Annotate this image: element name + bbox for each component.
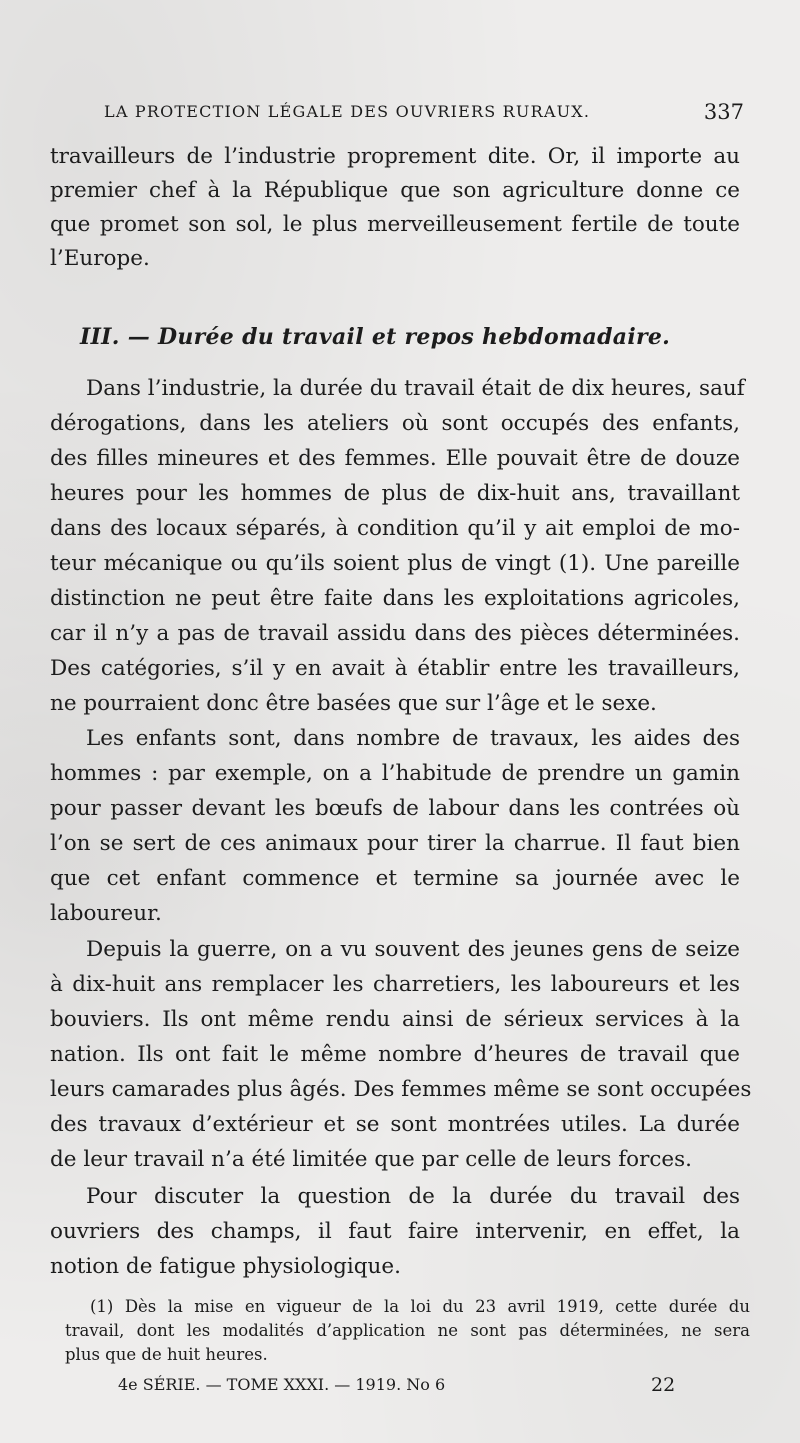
- text-line: ouvriers des champs, il faut faire intervenir, en effet, la: [50, 1219, 740, 1244]
- text-line: bouviers. Ils ont même rendu ainsi de sérieux services à la: [50, 1007, 740, 1032]
- text-line: nation. Ils ont fait le même nombre d’heures de travail que: [50, 1042, 740, 1067]
- text-line: premier chef à la République que son agriculture donne ce: [50, 178, 740, 203]
- text-line: distinction ne peut être faite dans les exploitations agricoles,: [50, 586, 740, 611]
- text-line: Pour discuter la question de la durée du travail des: [86, 1184, 740, 1209]
- page-number: 337: [703, 100, 744, 124]
- text-line: que cet enfant commence et termine sa journée avec le: [50, 866, 740, 891]
- text-line: Les enfants sont, dans nombre de travaux, les aides des: [86, 726, 740, 751]
- text-line: de leur travail n’a été limitée que par celle de leurs forces.: [50, 1147, 693, 1172]
- text-line: laboureur.: [50, 901, 162, 926]
- signature-line: 4e SÉRIE. — TOME XXXI. — 1919. No 6: [118, 1375, 446, 1394]
- footnote-line: (1) Dès la mise en vigueur de la loi du 23 avril 1919, cette durée du: [90, 1297, 750, 1316]
- section-heading: III. — Durée du travail et repos hebdomadaire.: [80, 324, 671, 350]
- text-line: dérogations, dans les ateliers où sont occupés des enfants,: [50, 411, 740, 436]
- footnote-line: plus que de huit heures.: [65, 1345, 268, 1364]
- text-line: travailleurs de l’industrie proprement dite. Or, il importe au: [50, 144, 740, 169]
- text-line: des travaux d’extérieur et se sont montrées utiles. La durée: [50, 1112, 740, 1137]
- text-line: pour passer devant les bœufs de labour dans les contrées où: [50, 796, 740, 821]
- text-line: Depuis la guerre, on a vu souvent des jeunes gens de seize: [86, 937, 740, 962]
- running-head: [104, 100, 744, 124]
- text-line: Des catégories, s’il y en avait à établir entre les travailleurs,: [50, 656, 740, 681]
- text-line: leurs camarades plus âgés. Des femmes même se sont occupées: [50, 1077, 752, 1102]
- text-line: notion de fatigue physiologique.: [50, 1254, 401, 1279]
- text-line: l’Europe.: [50, 246, 150, 271]
- text-line: car il n’y a pas de travail assidu dans des pièces déterminées.: [50, 621, 740, 646]
- text-line: Dans l’industrie, la durée du travail était de dix heures, sauf: [86, 376, 745, 401]
- sheet-number: 22: [651, 1374, 676, 1396]
- text-line: dans des locaux séparés, à condition qu’il y ait emploi de mo-: [50, 516, 740, 541]
- text-line: teur mécanique ou qu’ils soient plus de vingt (1). Une pareille: [50, 551, 740, 576]
- footnote-line: travail, dont les modalités d’application ne sont pas déterminées, ne sera: [65, 1321, 750, 1340]
- running-head-title: LA PROTECTION LÉGALE DES OUVRIERS RURAUX.: [104, 102, 591, 121]
- text-line: ne pourraient donc être basées que sur l’âge et le sexe.: [50, 691, 657, 716]
- text-line: à dix-huit ans remplacer les charretiers, les laboureurs et les: [50, 972, 740, 997]
- text-line: des filles mineures et des femmes. Elle pouvait être de douze: [50, 446, 740, 471]
- text-line: hommes : par exemple, on a l’habitude de prendre un gamin: [50, 761, 740, 786]
- text-line: l’on se sert de ces animaux pour tirer la charrue. Il faut bien: [50, 831, 740, 856]
- text-line: que promet son sol, le plus merveilleusement fertile de toute: [50, 212, 740, 237]
- text-line: heures pour les hommes de plus de dix-huit ans, travaillant: [50, 481, 740, 506]
